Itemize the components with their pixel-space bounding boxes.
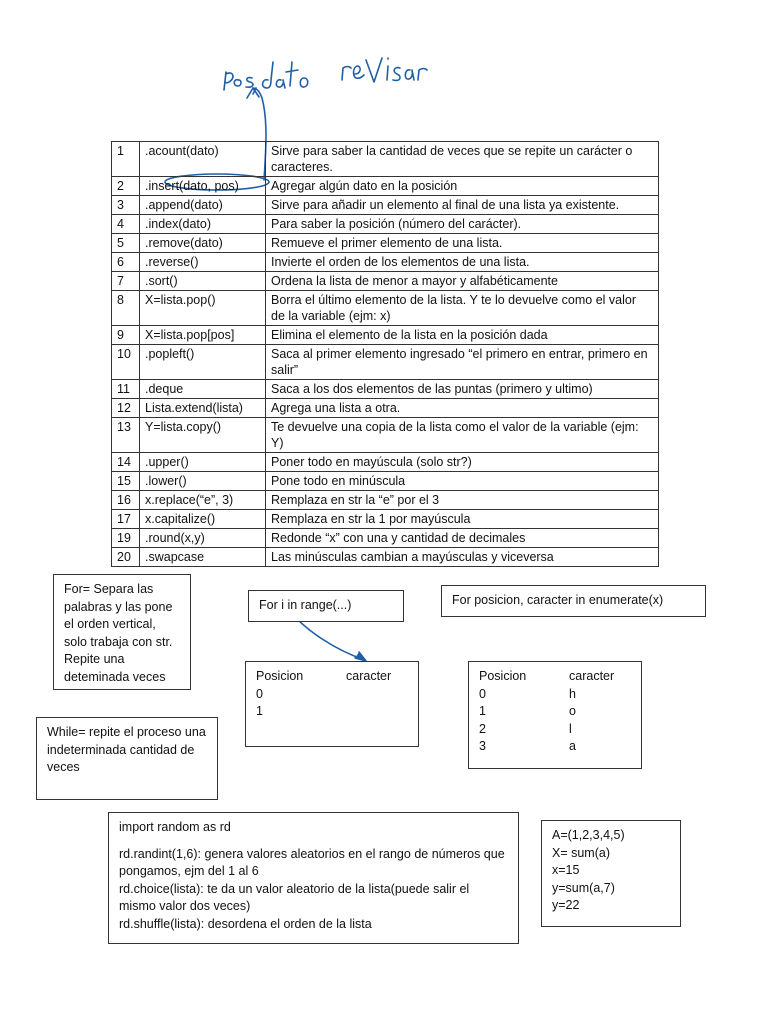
methods-table bbox=[111, 141, 659, 567]
method-description-cell: Poner todo en mayúscula (solo str?) bbox=[266, 453, 659, 472]
random-box bbox=[108, 812, 519, 944]
table-row bbox=[112, 399, 659, 418]
method-name-cell: .swapcase bbox=[140, 548, 266, 567]
method-description-cell: Remplaza en str la “e” por el 3 bbox=[266, 491, 659, 510]
enum-cell: h bbox=[569, 686, 576, 701]
enum-cell: 3 bbox=[479, 739, 486, 753]
range-header-character: caracter bbox=[346, 669, 392, 683]
method-description-cell: Remplaza en str la 1 por mayúscula bbox=[266, 510, 659, 529]
method-name-cell: x.capitalize() bbox=[140, 510, 266, 529]
method-name-cell: .sort() bbox=[140, 272, 266, 291]
method-description-cell: Invierte el orden de los elementos de una lista. bbox=[266, 253, 659, 272]
table-row bbox=[112, 291, 659, 326]
table-row bbox=[112, 196, 659, 215]
row-number-cell: 2 bbox=[112, 177, 140, 196]
method-name-cell: .round(x,y) bbox=[140, 529, 266, 548]
method-description-cell: Sirve para añadir un elemento al final de una lista ya existente. bbox=[266, 196, 659, 215]
table-row bbox=[112, 345, 659, 380]
method-name-cell: .index(dato) bbox=[140, 215, 266, 234]
method-description-cell: Saca al primer elemento ingresado “el primero en entrar, primero en salir” bbox=[266, 345, 659, 380]
row-number-cell: 5 bbox=[112, 234, 140, 253]
row-number-cell: 16 bbox=[112, 491, 140, 510]
method-name-cell: x.replace(“e”, 3) bbox=[140, 491, 266, 510]
sum-line: x=15 bbox=[552, 863, 580, 877]
range-header-position: Posicion bbox=[256, 669, 304, 683]
table-row bbox=[112, 177, 659, 196]
enum-table-box bbox=[468, 661, 642, 769]
random-shuffle-text: rd.shuffle(lista): desordena el orden de la lista bbox=[119, 916, 372, 931]
row-number-cell: 17 bbox=[112, 510, 140, 529]
method-description-cell: Saca a los dos elementos de las puntas (primero y ultimo) bbox=[266, 380, 659, 399]
for-note-box bbox=[53, 574, 191, 690]
row-number-cell: 3 bbox=[112, 196, 140, 215]
table-row bbox=[112, 472, 659, 491]
method-name-cell: .reverse() bbox=[140, 253, 266, 272]
method-name-cell: .remove(dato) bbox=[140, 234, 266, 253]
table-row bbox=[112, 215, 659, 234]
table-row bbox=[256, 703, 408, 721]
row-number-cell: 9 bbox=[112, 326, 140, 345]
table-row bbox=[112, 380, 659, 399]
range-table-header bbox=[256, 668, 408, 686]
method-name-cell: .upper() bbox=[140, 453, 266, 472]
sum-line: A=(1,2,3,4,5) bbox=[552, 828, 625, 842]
method-description-cell: Las minúsculas cambian a mayúsculas y viceversa bbox=[266, 548, 659, 567]
for-range-text: For i in range(...) bbox=[259, 598, 352, 612]
method-description-cell: Remueve el primer elemento de una lista. bbox=[266, 234, 659, 253]
method-name-cell: .lower() bbox=[140, 472, 266, 491]
table-row bbox=[479, 686, 631, 704]
method-description-cell: Te devuelve una copia de la lista como el valor de la variable (ejm: Y) bbox=[266, 418, 659, 453]
method-description-cell: Agrega una lista a otra. bbox=[266, 399, 659, 418]
row-number-cell: 10 bbox=[112, 345, 140, 380]
enum-header-position: Posicion bbox=[479, 669, 527, 683]
row-number-cell: 7 bbox=[112, 272, 140, 291]
sum-line: X= sum(a) bbox=[552, 845, 611, 860]
method-description-cell: Elimina el elemento de la lista en la posición dada bbox=[266, 326, 659, 345]
random-choice-text: rd.choice(lista): te da un valor aleatorio de la lista(puede salir el mismo valor dos veces) bbox=[119, 881, 470, 913]
enum-cell: o bbox=[569, 704, 576, 718]
table-row bbox=[112, 510, 659, 529]
enum-cell: 0 bbox=[479, 686, 486, 701]
for-enumerate-box bbox=[441, 585, 706, 617]
method-name-cell: .append(dato) bbox=[140, 196, 266, 215]
row-number-cell: 13 bbox=[112, 418, 140, 453]
while-note-text: While= repite el proceso una indeterminada cantidad de veces bbox=[47, 725, 206, 774]
enum-cell: l bbox=[569, 721, 572, 736]
method-description-cell: Ordena la lista de menor a mayor y alfabéticamente bbox=[266, 272, 659, 291]
enum-cell: 2 bbox=[479, 721, 486, 736]
method-description-cell: Agregar algún dato en la posición bbox=[266, 177, 659, 196]
table-row bbox=[112, 234, 659, 253]
table-row bbox=[112, 418, 659, 453]
row-number-cell: 8 bbox=[112, 291, 140, 326]
method-description-cell: Para saber la posición (número del carácter). bbox=[266, 215, 659, 234]
row-number-cell: 11 bbox=[112, 380, 140, 399]
sum-line: y=22 bbox=[552, 898, 580, 912]
random-import-line: import random as rd bbox=[119, 820, 231, 834]
for-range-box bbox=[248, 590, 404, 622]
table-row bbox=[112, 529, 659, 548]
row-number-cell: 19 bbox=[112, 529, 140, 548]
table-row bbox=[112, 453, 659, 472]
method-name-cell: Lista.extend(lista) bbox=[140, 399, 266, 418]
enum-cell: 1 bbox=[479, 704, 486, 718]
table-row bbox=[112, 142, 659, 177]
enum-cell: a bbox=[569, 739, 576, 753]
table-row bbox=[112, 253, 659, 272]
sum-box bbox=[541, 820, 681, 927]
row-number-cell: 12 bbox=[112, 399, 140, 418]
method-name-cell: .insert(dato, pos) bbox=[140, 177, 266, 196]
table-row bbox=[112, 326, 659, 345]
table-row bbox=[479, 703, 631, 721]
method-name-cell: Y=lista.copy() bbox=[140, 418, 266, 453]
method-description-cell: Redonde “x” con una y cantidad de decimales bbox=[266, 529, 659, 548]
enum-table-header bbox=[479, 668, 631, 686]
row-number-cell: 14 bbox=[112, 453, 140, 472]
range-table-box bbox=[245, 661, 419, 747]
for-enumerate-text: For posicion, caracter in enumerate(x) bbox=[452, 593, 664, 607]
method-name-cell: X=lista.pop[pos] bbox=[140, 326, 266, 345]
row-number-cell: 6 bbox=[112, 253, 140, 272]
method-description-cell: Pone todo en minúscula bbox=[266, 472, 659, 491]
method-name-cell: .deque bbox=[140, 380, 266, 399]
random-randint-text: rd.randint(1,6): genera valores aleatorios en el rango de números que pongamos, ejm del 1 al 6 bbox=[119, 846, 505, 878]
table-row bbox=[479, 738, 631, 756]
table-row bbox=[112, 548, 659, 567]
for-note-text: For= Separa las palabras y las pone el orden vertical, solo trabaja con str. Repite una deteminada veces bbox=[64, 582, 173, 684]
table-row bbox=[112, 272, 659, 291]
method-name-cell: .popleft() bbox=[140, 345, 266, 380]
row-number-cell: 1 bbox=[112, 142, 140, 177]
row-number-cell: 20 bbox=[112, 548, 140, 567]
method-name-cell: X=lista.pop() bbox=[140, 291, 266, 326]
table-row bbox=[112, 491, 659, 510]
range-cell: 0 bbox=[256, 686, 263, 701]
enum-header-character: caracter bbox=[569, 669, 615, 683]
row-number-cell: 15 bbox=[112, 472, 140, 491]
method-name-cell: .acount(dato) bbox=[140, 142, 266, 177]
method-description-cell: Borra el último elemento de la lista. Y te lo devuelve como el valor de la variable (ejm: x) bbox=[266, 291, 659, 326]
while-note-box bbox=[36, 717, 218, 800]
method-description-cell: Sirve para saber la cantidad de veces que se repite un carácter o caracteres. bbox=[266, 142, 659, 177]
row-number-cell: 4 bbox=[112, 215, 140, 234]
table-row bbox=[256, 686, 408, 704]
sum-line: y=sum(a,7) bbox=[552, 880, 615, 895]
table-row bbox=[479, 721, 631, 739]
range-cell: 1 bbox=[256, 704, 263, 718]
